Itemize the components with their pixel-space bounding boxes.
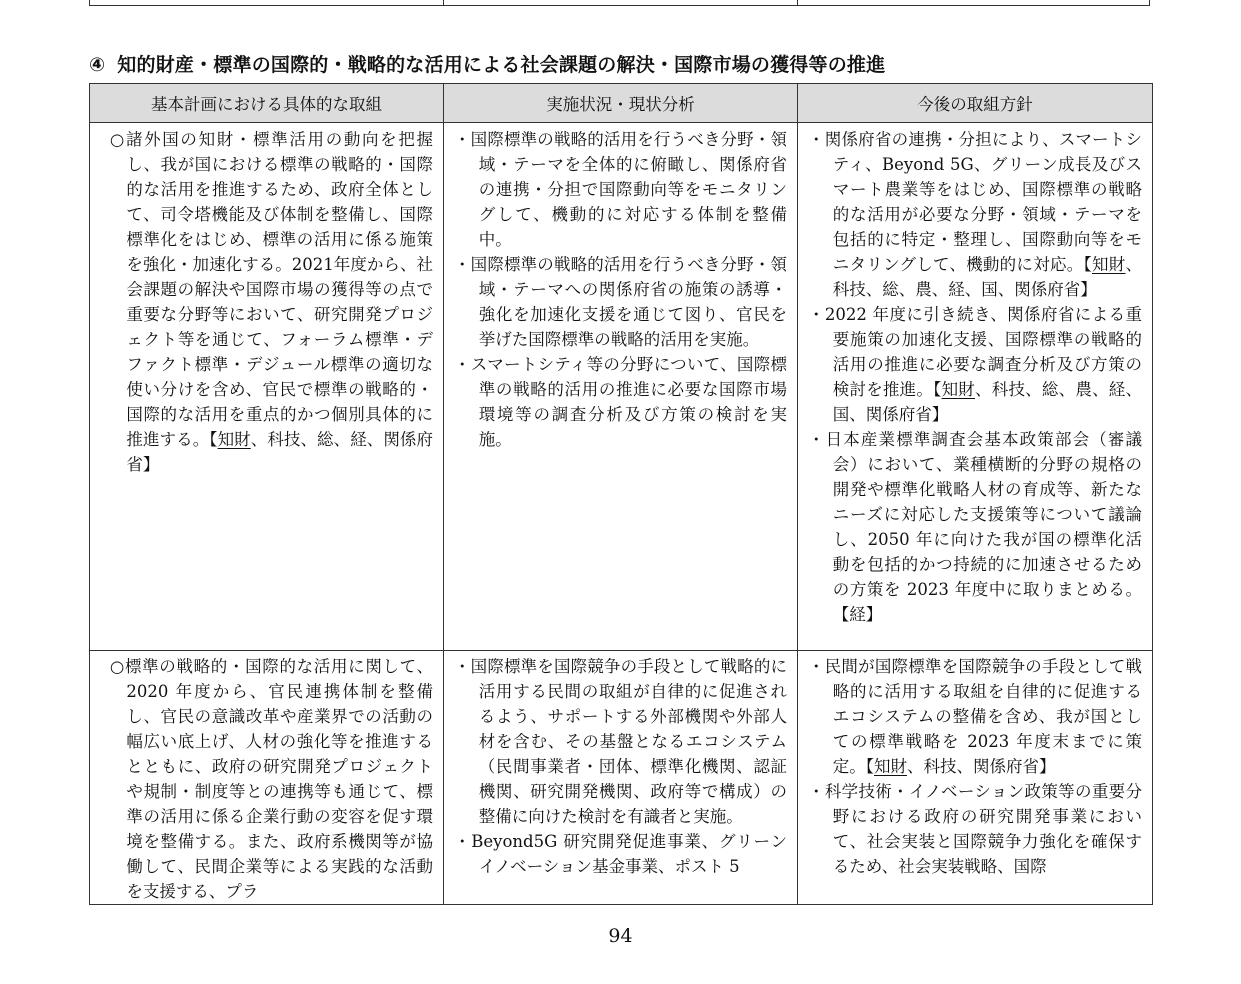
status-cell [444, 123, 798, 651]
plan-text: ○諸外国の知財・標準活用の動向を把握し、我が国における標準の戦略的・国際的な活用を推進するため、政府全体として、司令塔機能及び体制を整備し、国際標準化をはじめ、標準の活用に係る施策を強化・加速化する。2021年度から、社会課題の解決や国際市場の獲得等の点で重要な分野等において、研究開発プロジェクト等を通じて、フォーラム標準・デファクト標準・デジュール標準の適切な使い分けを含め、官民で標準の戦略的・国際的な活用を重点的かつ個別具体的に推進する。【知財、科技、総、経、関係府省】 [109, 130, 434, 474]
ministry-underline: 知財 [874, 757, 907, 776]
status-item: ・国際標準の戦略的活用を行うべき分野・領域・テーマへの関係府省の施策の誘導・強化を加速化支援を通じて図り、官民を挙げた国際標準の戦略的活用を実施。 [454, 255, 787, 349]
section-heading [89, 50, 885, 77]
table-row [90, 123, 1153, 651]
table-row [90, 651, 1153, 905]
status-item: ・国際標準を国際競争の手段として戦略的に活用する民間の取組が自律的に促進されるよう、サポートする外部機関や外部人材を含む、その基盤となるエコシステム（民間事業者・団体、標準化機関、認証機関、研究開発機関、政府等で構成）の整備に向けた検討を有識者と実施。 [454, 657, 787, 826]
ministry-underline: 知財 [1091, 255, 1126, 274]
plan-cell [90, 123, 444, 651]
column-divider [797, 0, 798, 5]
header-status: 実施状況・現状分析 [444, 84, 798, 123]
status-cell [444, 651, 798, 905]
policy-table [89, 83, 1153, 905]
plan-cell [90, 651, 444, 905]
policy-item: ・日本産業標準調査会基本政策部会（審議会）において、業種横断的分野の規格の開発や標準化戦略人材の育成等、新たなニーズに対応した支援策等について議論し、2050 年に向けた我が国の標準化活動を包括的かつ持続的に加速させるための方策を 2023 年度中に取りまとめる。【経】 [808, 430, 1142, 624]
section-title: 知的財産・標準の国際的・戦略的な活用による社会課題の解決・国際市場の獲得等の推進 [117, 54, 886, 76]
policy-item: ・民間が国際標準を国際競争の手段として戦略的に活用する取組を自律的に促進するエコシステムの整備を含め、我が国としての標準戦略を 2023 年度末までに策定。【知財、科技、関係府省】 [808, 657, 1142, 776]
policy-item: ・科学技術・イノベーション政策等の重要分野における政府の研究開発事業において、社会実装と国際競争力強化を確保するため、社会実装戦略、国際 [808, 782, 1142, 876]
policy-cell [798, 123, 1153, 651]
ministry-underline: 知財 [941, 380, 976, 399]
previous-table-bottom [89, 0, 1150, 6]
status-item: ・国際標準の戦略的活用を行うべき分野・領域・テーマを全体的に俯瞰し、関係府省の連携・分担で国際動向等をモニタリングして、機動的に対応する体制を整備中。 [454, 130, 787, 249]
policy-item: ・関係府省の連携・分担により、スマートシティ、Beyond 5G、グリーン成長及びスマート農業等をはじめ、国際標準の戦略的な活用が必要な分野・領域・テーマを包括的に特定・整理し、国際動向等をモニタリングして、機動的に対応。【知財、科技、総、農、経、国、関係府省】 [808, 130, 1143, 299]
ministry-underline: 知財 [217, 430, 251, 449]
header-plan: 基本計画における具体的な取組 [90, 84, 444, 123]
column-divider [443, 0, 444, 5]
table-header-row [90, 84, 1153, 123]
page-number: 94 [608, 925, 633, 947]
policy-cell [798, 651, 1153, 905]
status-item: ・Beyond5G 研究開発促進事業、グリーンイノベーション基金事業、ポスト 5 [454, 832, 787, 876]
plan-text: ○標準の戦略的・国際的な活用に関して、2020 年度から、官民連携体制を整備し、官民の意識改革や産業界での活動の幅広い底上げ、人材の強化等を推進するとともに、政府の研究開発プロジェクトや規制・制度等との連携等も通じて、標準の活用に係る企業行動の変容を促す環境を整備する。また、政府系機関等が協働して、民間企業等による実践的な活動を支援する、プラ [109, 657, 433, 901]
header-policy: 今後の取組方針 [798, 84, 1153, 123]
policy-item: ・2022 年度に引き続き、関係府省による重要施策の加速化支援、国際標準の戦略的活用の推進に必要な調査分析及び方策の検討を推進。【知財、科技、総、農、経、国、関係府省】 [808, 305, 1143, 424]
status-item: ・スマートシティ等の分野について、国際標準の戦略的活用の推進に必要な国際市場環境等の調査分析及び方策の検討を実施。 [454, 355, 787, 449]
section-number: ④ [89, 54, 106, 76]
